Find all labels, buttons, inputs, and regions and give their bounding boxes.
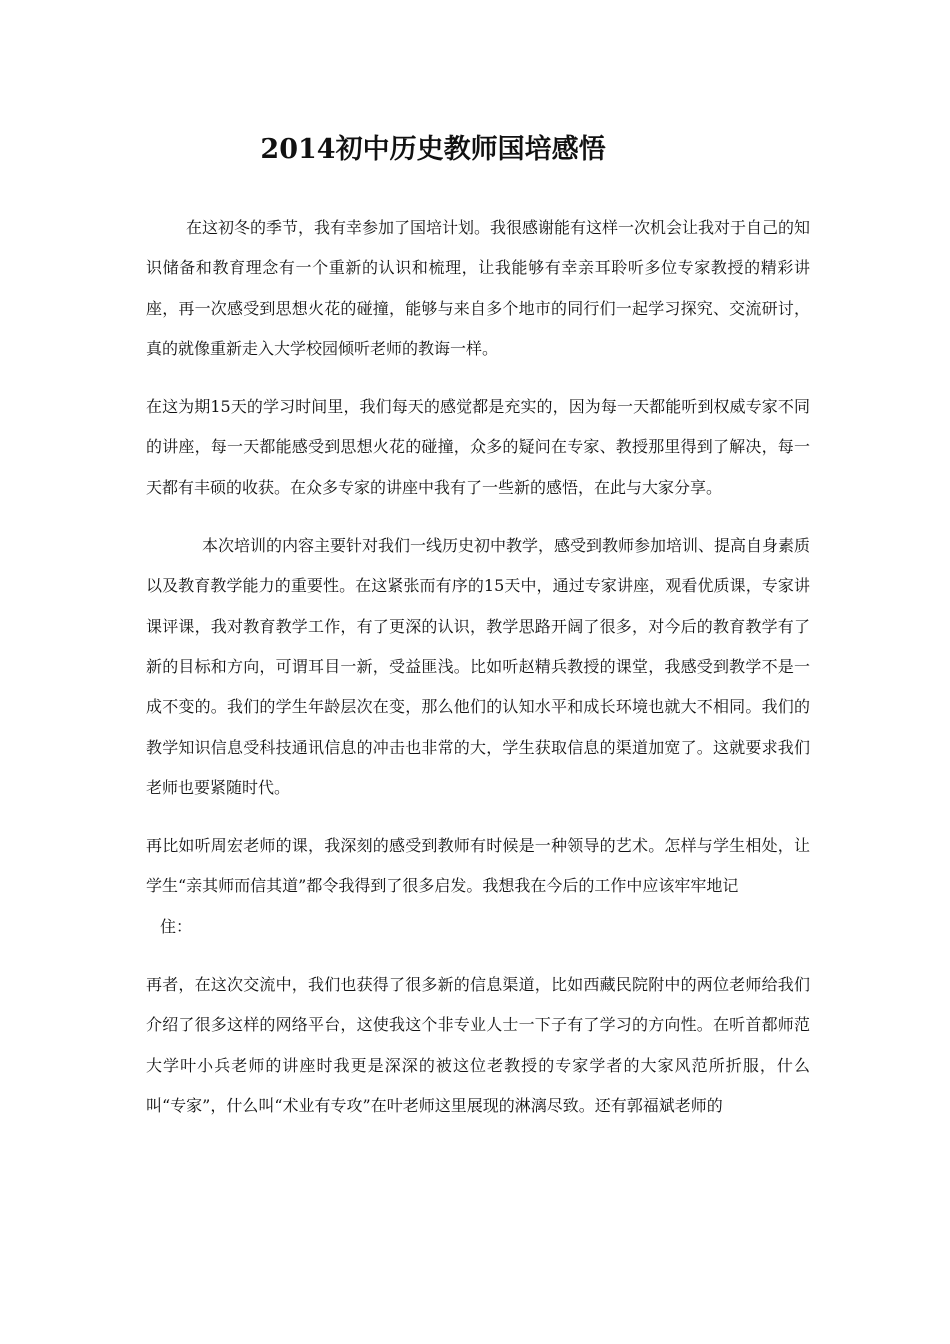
paragraph-new-channels: 再者，在这次交流中，我们也获得了很多新的信息渠道，比如西藏民院附中的两位老师给我们介绍了很多这样的网络平台，这使我这个非专业人士一下子有了学习的方向性。在听首都师范大学叶小兵老师的讲座时我更是深深的被这位老教授的专家学者的大家风范所折服，什么叫“专家”，什么叫“术业有专攻”在叶老师这里展现的淋漓尽致。还有郭福斌老师的 <box>146 975 810 1115</box>
paragraph-training-content: 本次培训的内容主要针对我们一线历史初中教学，感受到教师参加培训、提高自身素质以及教育教学能力的重要性。在这紧张而有序的15天中，通过专家讲座，观看优质课，专家讲课评课，我对教育教学工作，有了更深的认识，教学思路开阔了很多，对今后的教育教学有了新的目标和方向，可谓耳目一新，受益匪浅。比如听赵精兵教授的课堂，我感受到教学不是一成不变的。我们的学生年龄层次在变，那么他们的认知水平和成长环境也就大不相同。我们的教学知识信息受科技通讯信息的冲击也非常的大，学生获取信息的渠道加宽了。这就要求我们老师也要紧随时代。 <box>146 536 811 797</box>
paragraph-zhou-hong: 再比如听周宏老师的课，我深刻的感受到教师有时候是一种领导的艺术。怎样与学生相处，让学生“亲其师而信其道”都令我得到了很多启发。我想我在今后的工作中应该牢牢地记 <box>146 836 810 896</box>
paragraph-study-period: 在这为期15天的学习时间里，我们每天的感觉都是充实的，因为每一天都能听到权威专家不同的讲座，每一天都能感受到思想火花的碰撞，众多的疑问在专家、教授那里得到了解决，每一天都有丰硕的收获。在众多专家的讲座中我有了一些新的感悟，在此与大家分享。 <box>146 397 810 497</box>
paragraph-remember: 住： <box>160 916 193 936</box>
document-title: 2014初中历史教师国培感悟 <box>260 134 606 165</box>
paragraph-intro: 在这初冬的季节，我有幸参加了国培计划。我很感谢能有这样一次机会让我对于自己的知识储备和教育理念有一个重新的认识和梳理，让我能够有幸亲耳聆听多位专家教授的精彩讲座，再一次感受到思想火花的碰撞，能够与来自多个地市的同行们一起学习探究、交流研讨，真的就像重新走入大学校园倾听老师的教诲一样。 <box>146 218 811 358</box>
document-body <box>146 208 810 1126</box>
